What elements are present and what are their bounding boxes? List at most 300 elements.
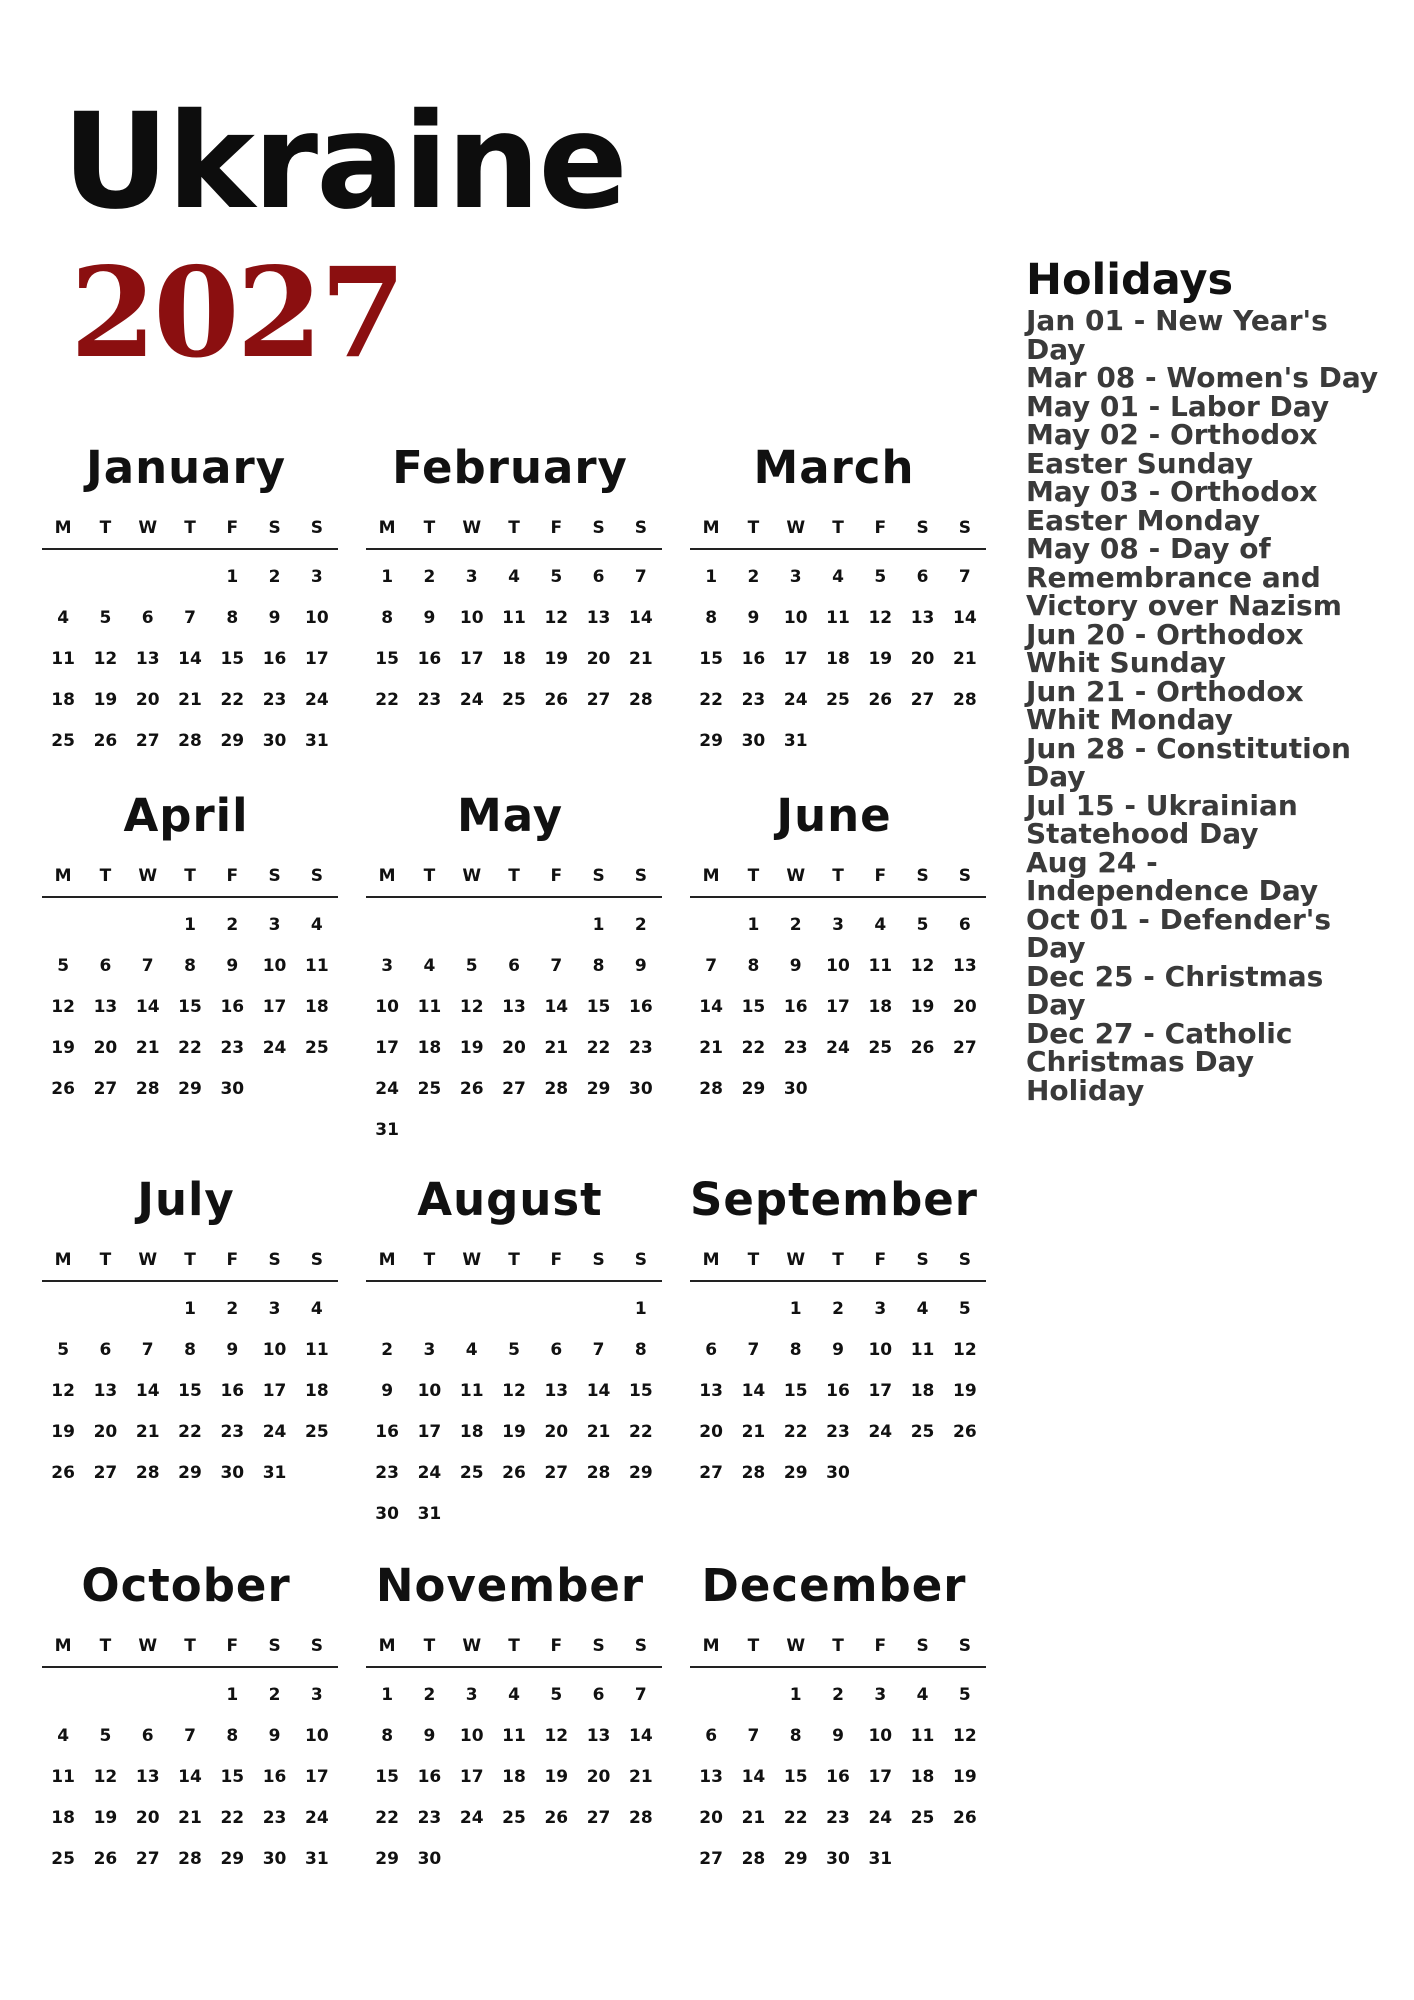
day-cell: 30 — [220, 1078, 245, 1099]
day-cell: 22 — [375, 1807, 399, 1828]
day-cell: 19 — [544, 648, 569, 669]
holiday-line: May 08 - Day of — [1026, 532, 1271, 565]
day-cell: 13 — [699, 1380, 723, 1401]
month-days — [42, 556, 338, 761]
day-cell: 20 — [586, 648, 611, 669]
day-cell: 17 — [305, 1766, 329, 1787]
day-cell: 24 — [305, 1807, 329, 1828]
day-cell: 15 — [375, 648, 399, 669]
holiday-line: May 01 - Labor Day — [1026, 389, 1330, 423]
holidays-title: Holidays — [1026, 255, 1234, 305]
day-cell: 8 — [226, 1725, 239, 1746]
weekday-header: F — [550, 866, 563, 886]
day-cell: 23 — [375, 1462, 399, 1483]
weekday-header: F — [874, 1636, 887, 1656]
day-cell: 16 — [826, 1380, 850, 1401]
holiday-line: Holiday — [1026, 1073, 1145, 1107]
month-august — [366, 1172, 662, 1534]
day-cell: 14 — [135, 996, 160, 1017]
day-cell: 10 — [417, 1380, 442, 1401]
weekday-header: S — [310, 1250, 323, 1270]
day-cell: 22 — [629, 1421, 653, 1442]
holiday-line: Statehood Day — [1026, 817, 1259, 850]
week-row — [690, 945, 986, 986]
day-cell: 8 — [789, 1339, 802, 1360]
day-cell: 29 — [741, 1078, 766, 1099]
day-cell: 18 — [305, 1380, 329, 1401]
day-cell: 4 — [57, 1725, 70, 1746]
week-row — [366, 1797, 662, 1838]
day-cell: 21 — [135, 1037, 160, 1058]
weekday-header: F — [226, 1636, 239, 1656]
week-row — [690, 1838, 986, 1879]
weekday-header: T — [423, 1636, 436, 1656]
day-cell: 24 — [868, 1807, 893, 1828]
weekday-header-row — [366, 856, 662, 898]
month-name: May — [456, 789, 564, 842]
day-cell: 26 — [544, 689, 569, 710]
day-cell: 6 — [141, 1725, 154, 1746]
day-cell: 26 — [51, 1078, 75, 1099]
day-cell: 15 — [220, 1766, 245, 1787]
day-cell: 9 — [789, 955, 802, 976]
day-cell: 11 — [459, 1380, 484, 1401]
weekday-header: S — [310, 866, 323, 886]
weekday-header: T — [832, 1250, 844, 1270]
day-cell: 31 — [417, 1503, 442, 1524]
day-cell: 1 — [789, 1684, 802, 1705]
day-cell: 25 — [910, 1807, 935, 1828]
week-row — [42, 720, 338, 761]
day-cell: 23 — [220, 1037, 245, 1058]
day-cell: 1 — [747, 914, 760, 935]
day-cell: 3 — [268, 914, 281, 935]
month-days — [690, 1288, 986, 1493]
weekday-header: F — [874, 866, 887, 886]
day-cell: 24 — [262, 1037, 287, 1058]
weekday-header: T — [423, 518, 436, 538]
day-cell: 22 — [783, 1421, 808, 1442]
day-cell: 14 — [544, 996, 569, 1017]
day-cell: 14 — [629, 1725, 653, 1746]
weekday-header-row — [42, 508, 338, 550]
day-cell: 16 — [220, 1380, 245, 1401]
day-cell: 15 — [375, 1766, 399, 1787]
day-cell: 5 — [508, 1339, 520, 1360]
day-cell: 29 — [586, 1078, 611, 1099]
week-row — [42, 986, 338, 1027]
day-cell: 29 — [629, 1462, 653, 1483]
weekday-header-row — [690, 1240, 986, 1282]
day-cell: 31 — [305, 1848, 329, 1869]
day-cell: 13 — [953, 955, 977, 976]
day-cell: 2 — [423, 566, 436, 587]
day-cell: 14 — [741, 1380, 766, 1401]
holiday-line: Easter Monday — [1026, 503, 1260, 537]
day-cell: 17 — [826, 996, 850, 1017]
day-cell: 13 — [699, 1766, 723, 1787]
day-cell: 13 — [93, 1380, 118, 1401]
week-row — [42, 1756, 338, 1797]
day-cell: 18 — [305, 996, 329, 1017]
day-cell: 27 — [544, 1462, 569, 1483]
day-cell: 13 — [544, 1380, 569, 1401]
day-cell: 11 — [910, 1339, 935, 1360]
weekday-header: T — [747, 866, 760, 886]
day-cell: 20 — [135, 689, 160, 710]
weekday-header: M — [378, 866, 396, 886]
week-row — [42, 1797, 338, 1838]
weekday-header-row — [42, 856, 338, 898]
day-cell: 18 — [502, 648, 526, 669]
day-cell: 25 — [417, 1078, 442, 1099]
month-april — [42, 788, 338, 1109]
week-row — [366, 1370, 662, 1411]
day-cell: 22 — [375, 689, 399, 710]
month-days — [366, 556, 662, 720]
day-cell: 20 — [699, 1421, 723, 1442]
day-cell: 24 — [262, 1421, 287, 1442]
week-row — [690, 1797, 986, 1838]
day-cell: 10 — [868, 1339, 893, 1360]
day-cell: 12 — [93, 1766, 118, 1787]
day-cell: 31 — [783, 730, 808, 751]
day-cell: 8 — [592, 955, 605, 976]
weekday-header: T — [832, 866, 844, 886]
day-cell: 4 — [916, 1298, 929, 1319]
day-cell: 6 — [99, 955, 112, 976]
week-row — [42, 1329, 338, 1370]
day-cell: 15 — [783, 1766, 808, 1787]
weekday-header: W — [138, 866, 158, 886]
day-cell: 21 — [544, 1037, 569, 1058]
day-cell: 22 — [220, 1807, 245, 1828]
day-cell: 29 — [375, 1848, 399, 1869]
weekday-header: T — [184, 1250, 196, 1270]
week-row — [42, 1838, 338, 1879]
weekday-header: F — [226, 518, 239, 538]
day-cell: 15 — [586, 996, 611, 1017]
week-row — [690, 1068, 986, 1109]
day-cell: 30 — [826, 1462, 850, 1483]
day-cell: 9 — [226, 955, 239, 976]
day-cell: 24 — [459, 1807, 484, 1828]
day-cell: 15 — [629, 1380, 653, 1401]
weekday-header: W — [786, 1636, 806, 1656]
week-row — [42, 1068, 338, 1109]
day-cell: 15 — [220, 648, 245, 669]
day-cell: 2 — [747, 566, 760, 587]
week-row — [42, 1452, 338, 1493]
weekday-header: T — [747, 1250, 760, 1270]
weekday-header: S — [916, 518, 929, 538]
day-cell: 9 — [226, 1339, 239, 1360]
weekday-header: T — [423, 866, 436, 886]
day-cell: 20 — [586, 1766, 611, 1787]
weekday-header: T — [99, 1250, 112, 1270]
weekday-header: F — [874, 518, 887, 538]
day-cell: 21 — [953, 648, 977, 669]
day-cell: 5 — [874, 566, 887, 587]
week-row — [366, 1109, 662, 1150]
day-cell: 30 — [262, 1848, 287, 1869]
week-row — [366, 1838, 662, 1879]
week-row — [366, 986, 662, 1027]
day-cell: 24 — [305, 689, 329, 710]
weekday-header: F — [874, 1250, 887, 1270]
weekday-header: M — [378, 518, 396, 538]
day-cell: 27 — [699, 1848, 723, 1869]
day-cell: 11 — [502, 607, 526, 628]
week-row — [366, 638, 662, 679]
day-cell: 7 — [747, 1339, 760, 1360]
day-cell: 17 — [417, 1421, 442, 1442]
day-cell: 14 — [178, 648, 202, 669]
day-cell: 26 — [910, 1037, 935, 1058]
day-cell: 5 — [57, 1339, 70, 1360]
day-cell: 20 — [502, 1037, 526, 1058]
day-cell: 23 — [262, 689, 287, 710]
day-cell: 5 — [550, 566, 563, 587]
day-cell: 27 — [910, 689, 935, 710]
day-cell: 30 — [629, 1078, 653, 1099]
day-cell: 9 — [634, 955, 647, 976]
weekday-header: S — [916, 1636, 929, 1656]
day-cell: 22 — [220, 689, 245, 710]
weekday-header: S — [916, 866, 929, 886]
weekday-header: T — [832, 518, 844, 538]
day-cell: 21 — [741, 1421, 766, 1442]
weekday-header-row — [366, 1626, 662, 1668]
day-cell: 14 — [586, 1380, 611, 1401]
holiday-line: Day — [1026, 332, 1086, 366]
weekday-header: S — [634, 1250, 647, 1270]
day-cell: 13 — [93, 996, 118, 1017]
day-cell: 25 — [51, 730, 75, 751]
holiday-line: Dec 27 - Catholic — [1026, 1016, 1293, 1050]
month-october — [42, 1558, 338, 1879]
day-cell: 4 — [57, 607, 70, 628]
day-cell: 2 — [268, 1684, 281, 1705]
day-cell: 30 — [826, 1848, 850, 1869]
day-cell: 4 — [508, 1684, 520, 1705]
weekday-header: W — [462, 1636, 482, 1656]
month-name: September — [690, 1173, 978, 1226]
day-cell: 31 — [305, 730, 329, 751]
holiday-list — [1026, 304, 1406, 1107]
weekday-header: S — [958, 866, 971, 886]
day-cell: 21 — [741, 1807, 766, 1828]
day-cell: 17 — [459, 1766, 484, 1787]
day-cell: 10 — [375, 996, 399, 1017]
day-cell: 7 — [141, 1339, 154, 1360]
day-cell: 1 — [705, 566, 718, 587]
day-cell: 27 — [586, 689, 611, 710]
weekday-header: S — [634, 1636, 647, 1656]
day-cell: 29 — [220, 1848, 245, 1869]
day-cell: 18 — [502, 1766, 526, 1787]
day-cell: 9 — [832, 1725, 844, 1746]
week-row — [690, 1452, 986, 1493]
week-row — [42, 1027, 338, 1068]
day-cell: 16 — [629, 996, 653, 1017]
day-cell: 19 — [953, 1766, 977, 1787]
holiday-line: Jul 15 - Ukrainian — [1026, 788, 1298, 822]
day-cell: 14 — [741, 1766, 766, 1787]
day-cell: 21 — [135, 1421, 160, 1442]
week-row — [366, 1068, 662, 1109]
day-cell: 23 — [220, 1421, 245, 1442]
day-cell: 27 — [135, 1848, 160, 1869]
day-cell: 8 — [747, 955, 760, 976]
day-cell: 18 — [910, 1380, 935, 1401]
weekday-header: S — [592, 1250, 605, 1270]
week-row — [366, 945, 662, 986]
day-cell: 24 — [375, 1078, 399, 1099]
day-cell: 3 — [874, 1298, 887, 1319]
day-cell: 6 — [958, 914, 971, 935]
day-cell: 28 — [629, 1807, 653, 1828]
day-cell: 4 — [832, 566, 844, 587]
week-row — [42, 638, 338, 679]
day-cell: 26 — [93, 730, 118, 751]
day-cell: 22 — [178, 1037, 202, 1058]
day-cell: 24 — [826, 1037, 850, 1058]
month-days — [366, 1288, 662, 1534]
month-name: June — [776, 789, 892, 842]
day-cell: 11 — [502, 1725, 526, 1746]
day-cell: 19 — [910, 996, 935, 1017]
day-cell: 16 — [262, 648, 287, 669]
holiday-line: Whit Sunday — [1026, 646, 1226, 679]
month-february — [366, 440, 662, 720]
day-cell: 28 — [953, 689, 977, 710]
day-cell: 28 — [741, 1462, 766, 1483]
day-cell: 12 — [51, 996, 75, 1017]
weekday-header: M — [54, 1636, 72, 1656]
week-row — [42, 904, 338, 945]
day-cell: 28 — [741, 1848, 766, 1869]
day-cell: 19 — [544, 1766, 569, 1787]
day-cell: 29 — [220, 730, 245, 751]
day-cell: 2 — [789, 914, 802, 935]
day-cell: 15 — [699, 648, 723, 669]
day-cell: 27 — [699, 1462, 723, 1483]
month-name: January — [85, 441, 287, 494]
day-cell: 7 — [550, 955, 563, 976]
day-cell: 21 — [178, 1807, 202, 1828]
day-cell: 1 — [634, 1298, 647, 1319]
day-cell: 29 — [699, 730, 723, 751]
day-cell: 16 — [262, 1766, 287, 1787]
day-cell: 16 — [417, 1766, 442, 1787]
week-row — [42, 1411, 338, 1452]
month-september — [690, 1172, 986, 1493]
day-cell: 5 — [958, 1684, 971, 1705]
day-cell: 10 — [262, 1339, 287, 1360]
month-days — [690, 1674, 986, 1879]
weekday-header: T — [747, 1636, 760, 1656]
day-cell: 6 — [550, 1339, 563, 1360]
week-row — [42, 556, 338, 597]
day-cell: 19 — [51, 1037, 75, 1058]
day-cell: 22 — [783, 1807, 808, 1828]
day-cell: 7 — [634, 1684, 647, 1705]
day-cell: 12 — [502, 1380, 526, 1401]
day-cell: 8 — [226, 607, 239, 628]
weekday-header: S — [634, 866, 647, 886]
weekday-header: S — [268, 1250, 281, 1270]
day-cell: 6 — [99, 1339, 112, 1360]
day-cell: 12 — [910, 955, 935, 976]
weekday-header: T — [747, 518, 760, 538]
week-row — [366, 1027, 662, 1068]
day-cell: 21 — [586, 1421, 611, 1442]
holiday-line: Jun 28 - Constitution — [1026, 731, 1351, 765]
day-cell: 26 — [502, 1462, 526, 1483]
day-cell: 26 — [459, 1078, 484, 1099]
day-cell: 27 — [586, 1807, 611, 1828]
weekday-header: S — [592, 518, 605, 538]
holiday-line: Christmas Day — [1026, 1045, 1254, 1078]
week-row — [366, 556, 662, 597]
day-cell: 25 — [305, 1421, 329, 1442]
day-cell: 9 — [747, 607, 760, 628]
day-cell: 28 — [135, 1078, 160, 1099]
holiday-line: Victory over Nazism — [1026, 589, 1342, 622]
day-cell: 18 — [868, 996, 893, 1017]
weekday-header: M — [702, 1636, 720, 1656]
day-cell: 22 — [178, 1421, 202, 1442]
day-cell: 3 — [832, 914, 844, 935]
weekday-header: T — [832, 1636, 844, 1656]
day-cell: 16 — [220, 996, 245, 1017]
week-row — [690, 986, 986, 1027]
holiday-line: Day — [1026, 931, 1086, 964]
weekday-header: S — [310, 1636, 323, 1656]
month-march — [690, 440, 986, 761]
month-may — [366, 788, 662, 1150]
day-cell: 10 — [826, 955, 850, 976]
week-row — [690, 1027, 986, 1068]
day-cell: 19 — [953, 1380, 977, 1401]
day-cell: 23 — [262, 1807, 287, 1828]
weekday-header-row — [42, 1626, 338, 1668]
day-cell: 14 — [629, 607, 653, 628]
weekday-header: T — [99, 518, 112, 538]
week-row — [366, 1329, 662, 1370]
day-cell: 29 — [783, 1462, 808, 1483]
day-cell: 26 — [953, 1807, 977, 1828]
day-cell: 22 — [586, 1037, 611, 1058]
day-cell: 7 — [592, 1339, 605, 1360]
day-cell: 1 — [184, 914, 196, 935]
month-name: March — [753, 441, 915, 494]
day-cell: 13 — [135, 1766, 160, 1787]
holiday-line: Oct 01 - Defender's — [1026, 902, 1332, 936]
weekday-header-row — [690, 508, 986, 550]
day-cell: 28 — [629, 689, 653, 710]
country-title: Ukraine — [62, 85, 626, 239]
day-cell: 8 — [184, 1339, 196, 1360]
day-cell: 1 — [789, 1298, 802, 1319]
day-cell: 26 — [93, 1848, 118, 1869]
holiday-line: Whit Monday — [1026, 703, 1233, 736]
day-cell: 23 — [417, 689, 442, 710]
day-cell: 4 — [874, 914, 887, 935]
week-row — [366, 679, 662, 720]
week-row — [690, 597, 986, 638]
